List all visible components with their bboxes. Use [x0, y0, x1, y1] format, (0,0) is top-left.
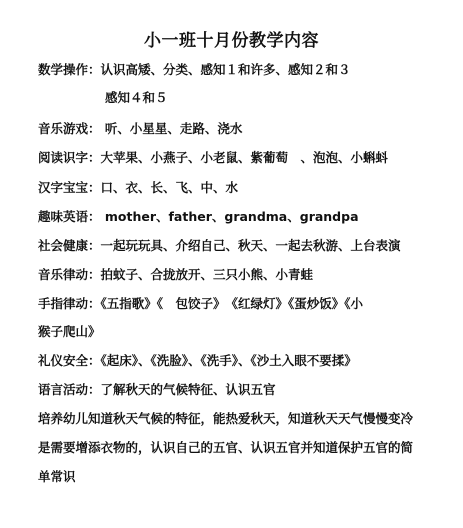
- section-math-continued: [105, 90, 168, 106]
- section-english: [38, 209, 359, 225]
- section-value: 一起玩玩具、介绍自己、秋天、一起去秋游、上台表演: [100, 238, 401, 253]
- section-label: 手指律动：: [38, 296, 101, 311]
- language-description-line-2: [38, 440, 413, 456]
- section-label: 社会健康：: [38, 238, 101, 253]
- section-value: 单常识: [38, 469, 76, 484]
- section-value: 感知４和５: [105, 90, 168, 105]
- section-math: [38, 62, 351, 78]
- section-music-game: [38, 121, 242, 137]
- section-value: 听、小星星、走路、浇水: [100, 121, 243, 136]
- section-reading: [38, 150, 388, 166]
- section-etiquette-safety: [38, 353, 357, 369]
- section-social-health: [38, 238, 401, 254]
- section-label: 阅读识字：: [38, 150, 101, 165]
- section-value: mother、father、grandma、grandpa: [100, 209, 359, 224]
- section-label: 礼仪安全：: [38, 353, 101, 368]
- section-value: 《起床》、《洗脸》、《洗手》、《沙土入眼不要揉》: [100, 353, 357, 368]
- section-finger-rhythm-continued: [38, 324, 101, 340]
- document-title: 小一班十月份教学内容: [144, 31, 319, 51]
- language-description-line-1: [38, 411, 413, 427]
- section-value: 是需要增添衣物的，认识自己的五官、认识五官并知道保护五官的简: [38, 440, 414, 455]
- section-music-rhythm: [38, 267, 313, 283]
- section-label: 汉字宝宝：: [38, 180, 101, 195]
- section-language: [38, 382, 276, 398]
- section-value: 猴子爬山》: [38, 324, 101, 339]
- section-label: 趣味英语：: [38, 209, 101, 224]
- section-finger-rhythm: [38, 296, 363, 312]
- section-value: 了解秋天的气候特征、认识五官: [100, 382, 276, 397]
- section-label: 语言活动：: [38, 382, 101, 397]
- language-description-line-3: [38, 469, 76, 485]
- section-value: 培养幼儿知道秋天气候的特征，能热爱秋天，知道秋天天气慢慢变冷: [38, 411, 414, 426]
- section-value: 认识高矮、分类、感知１和许多、感知２和３: [100, 62, 351, 77]
- section-characters: [38, 180, 238, 196]
- section-value: 大苹果、小燕子、小老鼠、紫葡萄 、泡泡、小蝌蚪: [100, 150, 389, 165]
- section-value: 口、衣、长、飞、中、水: [100, 180, 239, 195]
- section-label: 音乐游戏：: [38, 121, 101, 136]
- section-label: 音乐律动：: [38, 267, 101, 282]
- section-value: 《五指歌》《 包饺子》 《红绿灯》《蛋炒饭》《小: [100, 296, 364, 311]
- section-value: 拍蚊子、合拢放开、三只小熊、小青蛙: [100, 267, 314, 282]
- section-label: 数学操作：: [38, 62, 101, 77]
